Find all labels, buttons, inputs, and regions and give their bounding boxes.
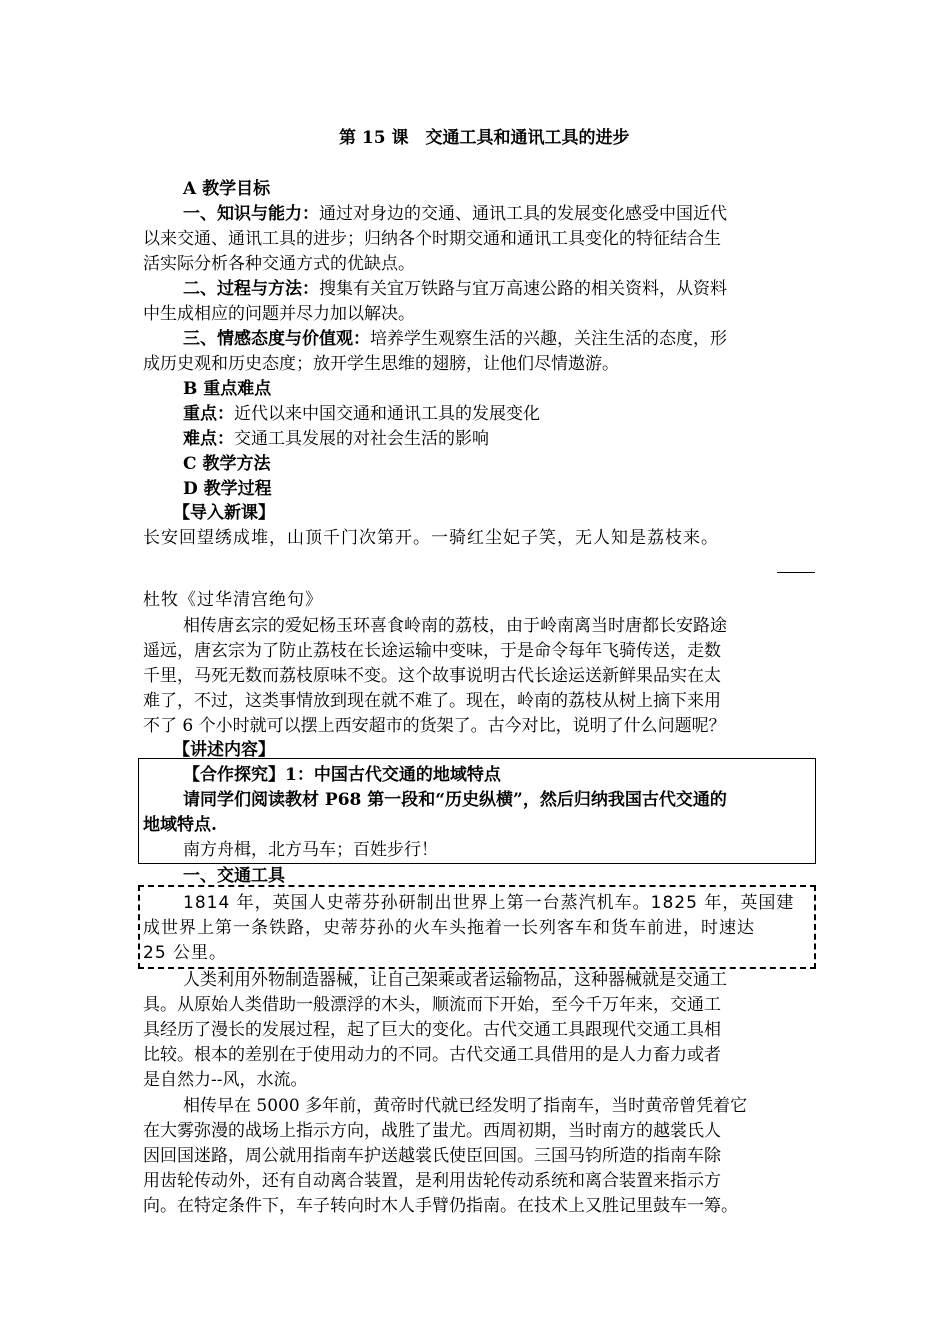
paragraph-1-line-5: 是自然力--风，水流。 — [143, 1070, 308, 1090]
objective-2-label: 二、过程与方法： — [183, 279, 319, 299]
objective-3-line — [183, 327, 727, 351]
objective-1-text: 通过对身边的交通、通讯工具的发展变化感受中国近代 — [319, 204, 727, 224]
objective-1-text-3: 活实际分析各种交通方式的优缺点。 — [143, 254, 415, 274]
section-c-heading: C 教学方法 — [183, 454, 271, 474]
lecture-heading: 【讲述内容】 — [173, 740, 275, 760]
objective-1-text-2: 以来交通、通讯工具的进步；归纳各个时期交通和通讯工具变化的特征结合生 — [143, 229, 721, 249]
poem-source: 杜牧《过华清宫绝句》 — [143, 590, 323, 610]
key-point-line — [183, 402, 540, 426]
paragraph-1-line-4: 比较。根本的差别在于使用动力的不同。古代交通工具借用的是人力畜力或者 — [143, 1045, 721, 1065]
paragraph-2-line-4: 用齿轮传动外，还有自动离合装置，是利用齿轮传动系统和离合装置来指示方 — [143, 1171, 721, 1191]
section-1-heading: 一、交通工具 — [183, 866, 285, 886]
objective-3-label: 三、情感态度与价值观： — [183, 329, 370, 349]
lesson-title: 第 15 课 交通工具和通讯工具的进步 — [339, 128, 630, 148]
difficulty-line — [183, 427, 489, 451]
cooperative-answer: 南方舟楫，北方马车；百姓步行！ — [183, 840, 438, 860]
paragraph-2-line-2: 在大雾弥漫的战场上指示方向，战胜了蚩尤。西周初期，当时南方的越裳氏人 — [143, 1121, 721, 1141]
section-b-heading: B 重点难点 — [183, 379, 272, 399]
cooperative-heading: 【合作探究】1：中国古代交通的地域特点 — [183, 765, 501, 785]
objective-2-text: 搜集有关宜万铁路与宜万高速公路的相关资料，从资料 — [319, 279, 727, 299]
key-point-text: 近代以来中国交通和通讯工具的发展变化 — [234, 404, 540, 424]
attribution-dash — [777, 572, 815, 573]
paragraph-2-line-3: 因回国迷路，周公就用指南车护送越裳氏使臣回国。三国马钧所造的指南车除 — [143, 1146, 721, 1166]
objective-1-label: 一、知识与能力： — [183, 204, 319, 224]
difficulty-label: 难点： — [183, 429, 234, 449]
box-line-3: 25 公里。 — [143, 943, 228, 963]
key-point-label: 重点： — [183, 404, 234, 424]
objective-3-text-2: 成历史观和历史态度；放开学生思维的翅膀，让他们尽情遨游。 — [143, 354, 619, 374]
objective-3-text: 培养学生观察生活的兴趣，关注生活的态度，形 — [370, 329, 727, 349]
story-line-4: 难了，不过，这类事情放到现在就不难了。现在，岭南的荔枝从树上摘下来用 — [143, 691, 721, 711]
story-line-2: 遥远，唐玄宗为了防止荔枝在长途运输中变味，于是命令每年飞骑传送，走数 — [143, 641, 721, 661]
cooperative-question-2: 地域特点. — [143, 815, 217, 835]
box-line-2: 成世界上第一条铁路，史蒂芬孙的火车头拖着一长列客车和货车前进，时速达 — [143, 918, 755, 938]
section-d-heading: D 教学过程 — [183, 479, 272, 499]
box-line-1: 1814 年，英国人史蒂芬孙研制出世界上第一台蒸汽机车。1825 年，英国建 — [183, 893, 795, 913]
paragraph-1-line-2: 具。从原始人类借助一般漂浮的木头，顺流而下开始，至今千万年来，交通工 — [143, 995, 721, 1015]
difficulty-text: 交通工具发展的对社会生活的影响 — [234, 429, 489, 449]
cooperative-question-1: 请同学们阅读教材 P68 第一段和“历史纵横”，然后归纳我国古代交通的 — [183, 790, 727, 810]
paragraph-1-line-1: 人类利用外物制造器械，让自己架乘或者运输物品，这种器械就是交通工 — [183, 970, 727, 990]
story-line-5: 不了 6 个小时就可以摆上西安超市的货架了。古今对比，说明了什么问题呢？ — [143, 716, 726, 736]
intro-heading: 【导入新课】 — [173, 503, 275, 523]
paragraph-1-line-3: 具经历了漫长的发展过程，起了巨大的变化。古代交通工具跟现代交通工具相 — [143, 1020, 721, 1040]
objective-1-line — [183, 202, 727, 226]
paragraph-2-line-1: 相传早在 5000 多年前，黄帝时代就已经发明了指南车，当时黄帝曾凭着它 — [183, 1096, 748, 1116]
story-line-3: 千里，马死无数而荔枝原味不变。这个故事说明古代长途运送新鲜果品实在太 — [143, 666, 721, 686]
objective-2-line — [183, 277, 727, 301]
story-line-1: 相传唐玄宗的爱妃杨玉环喜食岭南的荔枝，由于岭南离当时唐都长安路途 — [183, 616, 727, 636]
poem-text: 长安回望绣成堆，山顶千门次第开。一骑红尘妃子笑，无人知是荔枝来。 — [143, 528, 719, 548]
objective-2-text-2: 中生成相应的问题并尽力加以解决。 — [143, 304, 415, 324]
paragraph-2-line-5: 向。在特定条件下，车子转向时木人手臂仍指南。在技术上又胜记里鼓车一筹。 — [143, 1196, 738, 1216]
section-a-heading: A 教学目标 — [183, 179, 271, 199]
